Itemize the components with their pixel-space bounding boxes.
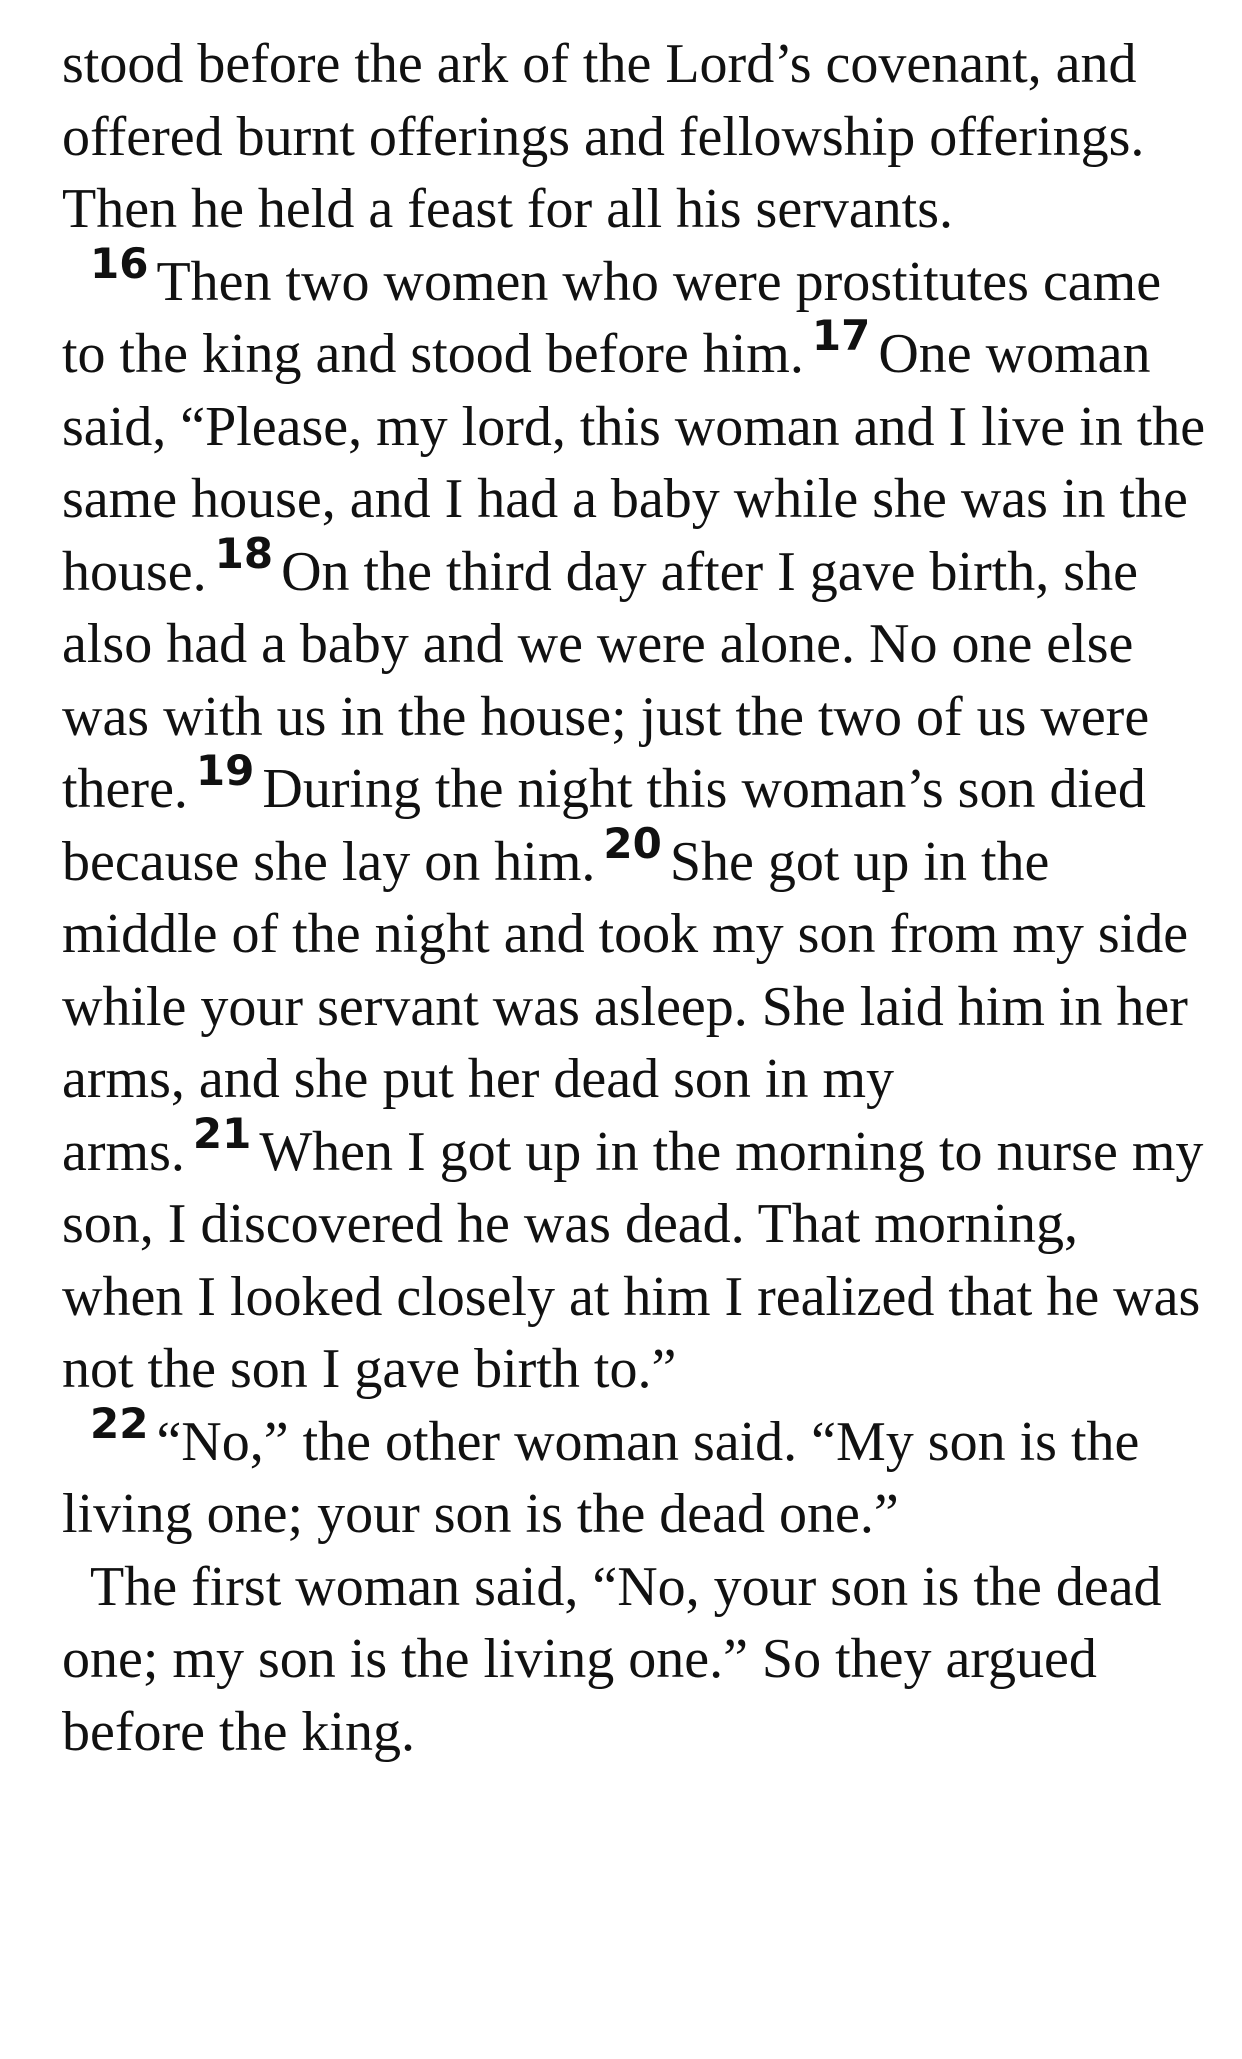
- verse-number-20[interactable]: 20: [603, 818, 662, 868]
- paragraph-verses-16-21: [62, 238, 1212, 1406]
- paragraph-text: stood before the ark of the Lord’s covenant, and offered burnt offerings and fellowship offerings. Then he held a feast for all his servants.: [62, 33, 1145, 240]
- verse-text-18: On the third day after I gave birth, she also had a baby and we were alone. No one else was with us in the house; just the two of us were there.: [62, 540, 1150, 820]
- paragraph-continuation-22: [62, 1551, 1212, 1769]
- verse-text-17: One woman said, “Please, my lord, this woman and I live in the same house, and I had a baby while she was in the house.: [62, 323, 1206, 603]
- verse-number-17[interactable]: 17: [811, 311, 871, 360]
- verse-number-19[interactable]: 19: [195, 746, 255, 795]
- verse-number-16[interactable]: 16: [90, 238, 149, 288]
- verse-number-22[interactable]: 22: [90, 1398, 149, 1448]
- verse-number-21[interactable]: 21: [192, 1108, 252, 1158]
- verse-text-20: She got up in the middle of the night and took my son from my side while your servant was asleep. She laid him in her arms, and she put her dead son in my arms.: [62, 830, 1189, 1183]
- paragraph-continuation: [62, 28, 1212, 246]
- verse-text-16: Then two women who were prostitutes came to the king and stood before him.: [62, 250, 1162, 385]
- paragraph-text: The first woman said, “No, your son is the dead one; my son is the living one.” So they argued before the king.: [62, 1555, 1162, 1763]
- verse-text-19: During the night this woman’s son died because she lay on him.: [62, 758, 1146, 893]
- reading-page: [62, 28, 1212, 1768]
- verse-text-22: “No,” the other woman said. “My son is the living one; your son is the dead one.”: [62, 1410, 1140, 1545]
- verse-number-18[interactable]: 18: [214, 528, 274, 578]
- paragraph-verse-22: [62, 1398, 1212, 1551]
- verse-text-21: When I got up in the morning to nurse my son, I discovered he was dead. That morning, when I looked closely at him I realized that he was not the son I gave birth to.”: [62, 1120, 1204, 1400]
